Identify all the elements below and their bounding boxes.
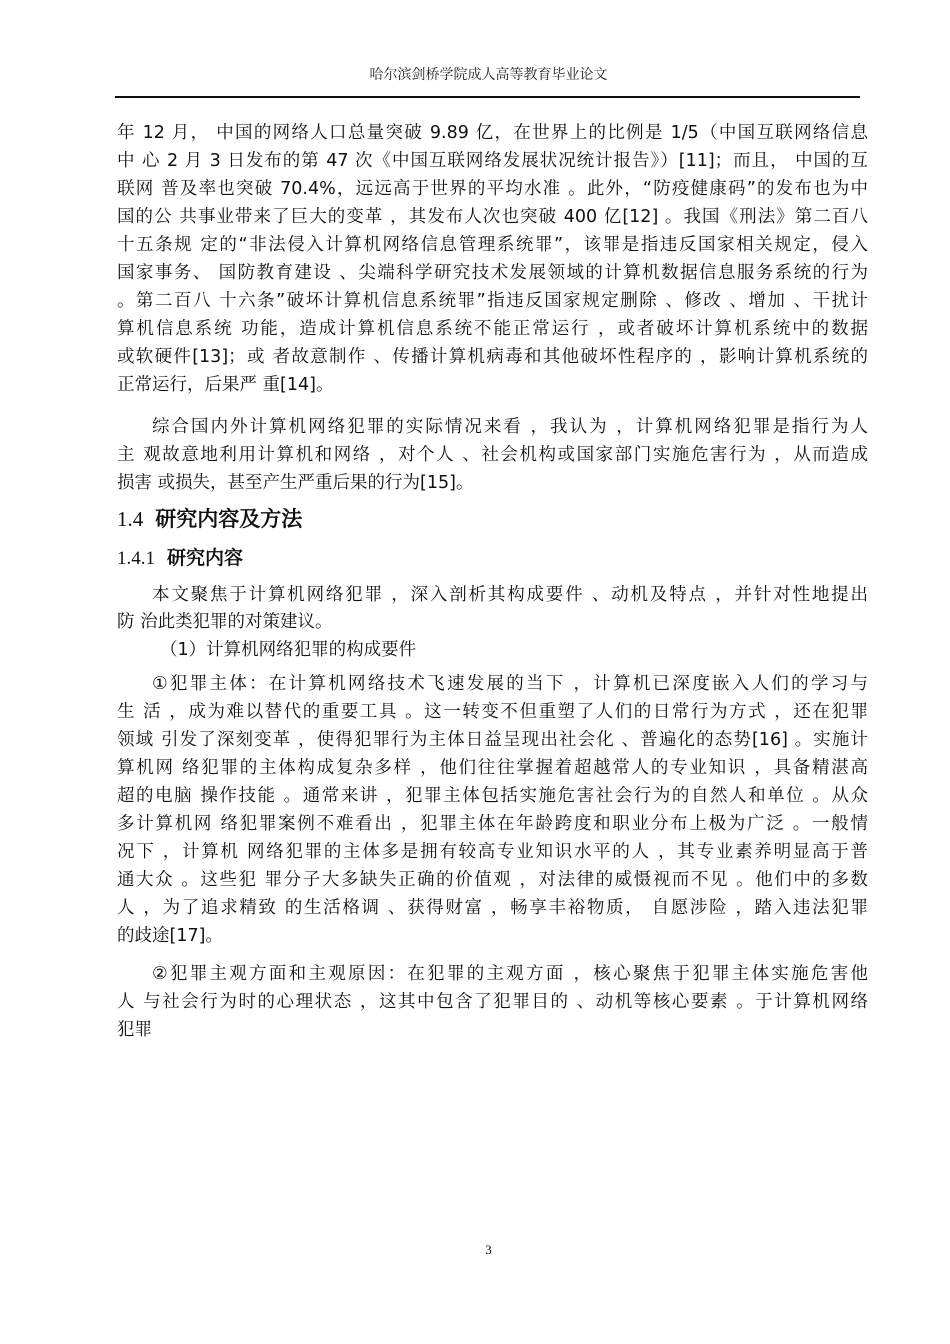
text-line: ①犯罪主体：在计算机网络技术飞速发展的当下 ，计算机已深度嵌入人们的学习与 [152,674,868,694]
text-line: 正常运行，后果严 重[14]。 [117,375,334,395]
text-line: 本文聚焦于计算机网络犯罪 ，深入剖析其构成要件 、动机及特点 ，并针对性地提出 [152,585,868,605]
text-line: 或软硬件[13]；或 者故意制作 、传播计算机病毒和其他破坏性程序的 ，影响计算机系统的 [117,347,868,367]
text-line: 损害 或损失，甚至产生严重后果的行为[15]。 [117,473,474,493]
section-number: 1.4 [117,507,144,531]
text-line: 的歧途[17]。 [117,926,223,946]
list-heading: （1）计算机网络犯罪的构成要件 [160,640,417,660]
text-line: ②犯罪主观方面和主观原因：在犯罪的主观方面 ，核心聚焦于犯罪主体实施危害他 [152,964,868,984]
text-line: 国家事务、 国防教育建设 、尖端科学研究技术发展领域的计算机数据信息服务系统的行为 [117,263,868,283]
text-line: 人 与社会行为时的心理状态 ，这其中包含了犯罪目的 、动机等核心要素 。于计算机网络 [117,992,868,1012]
text-line: 防 治此类犯罪的对策建议。 [117,612,333,632]
text-line: 中 心 2 月 3 日发布的第 47 次《中国互联网络发展状况统计报告》）[11]；而且， 中国的互 [117,151,868,171]
text-line: 年 12 月， 中国的网络人口总量突破 9.89 亿，在世界上的比例是 1/5（中国互联网络信息 [117,123,868,143]
text-line: 联网 普及率也突破 70.4%，远远高于世界的平均水准 。此外，“防疫健康码”的发布也为中 [117,179,868,199]
text-line: 通大众 。这些犯 罪分子大多缺失正确的价值观 ，对法律的威慑视而不见 。他们中的多数 [117,870,868,890]
section-title: 研究内容及方法 [155,507,303,531]
text-line: 超的电脑 操作技能 。通常来讲 ，犯罪主体包括实施危害社会行为的自然人和单位 。从众 [117,786,868,806]
header-rule [115,96,860,98]
subsection-number: 1.4.1 [117,548,155,569]
subsection-heading [117,543,243,570]
section-heading [117,503,302,533]
running-header: 哈尔滨剑桥学院成人高等教育毕业论文 [369,67,608,83]
text-line: 算机网 络犯罪的主体构成复杂多样 ，他们往往掌握着超越常人的专业知识 ，具备精湛高 [117,758,868,778]
text-line: 主 观故意地利用计算机和网络 ，对个人 、社会机构或国家部门实施危害行为 ，从而造成 [117,445,868,465]
subsection-title: 研究内容 [167,547,244,569]
text-line: 况下 ，计算机 网络犯罪的主体多是拥有较高专业知识水平的人 ，其专业素养明显高于普 [117,842,868,862]
text-line: 多计算机网 络犯罪案例不难看出 ，犯罪主体在年龄跨度和职业分布上极为广泛 。一般情 [117,814,868,834]
text-line: 生 活 ，成为难以替代的重要工具 。这一转变不但重塑了人们的日常行为方式 ，还在犯罪 [117,702,868,722]
text-line: 人 ，为了追求精致 的生活格调 、获得财富 ，畅享丰裕物质， 自愿涉险 ，踏入违法犯罪 [117,898,868,918]
text-line: 十五条规 定的“非法侵入计算机网络信息管理系统罪”，该罪是指违反国家相关规定，侵入 [117,235,868,255]
text-line: 算机信息系统 功能，造成计算机信息系统不能正常运行 ，或者破坏计算机系统中的数据 [117,319,868,339]
text-line: 。第二百八 十六条”破坏计算机信息系统罪”指违反国家规定删除 、修改 、增加 、干扰计 [117,291,868,311]
text-line: 领域 引发了深刻变革 ，使得犯罪行为主体日益呈现出社会化 、普遍化的态势[16] 。实施计 [117,730,868,750]
page-number: 3 [485,1242,492,1257]
text-line: 犯罪 [117,1020,152,1040]
text-line: 国的公 共事业带来了巨大的变革 ，其发布人次也突破 400 亿[12] 。我国《刑法》第二百八 [117,207,868,227]
text-line: 综合国内外计算机网络犯罪的实际情况来看 ，我认为 ，计算机网络犯罪是指行为人 [152,417,868,437]
